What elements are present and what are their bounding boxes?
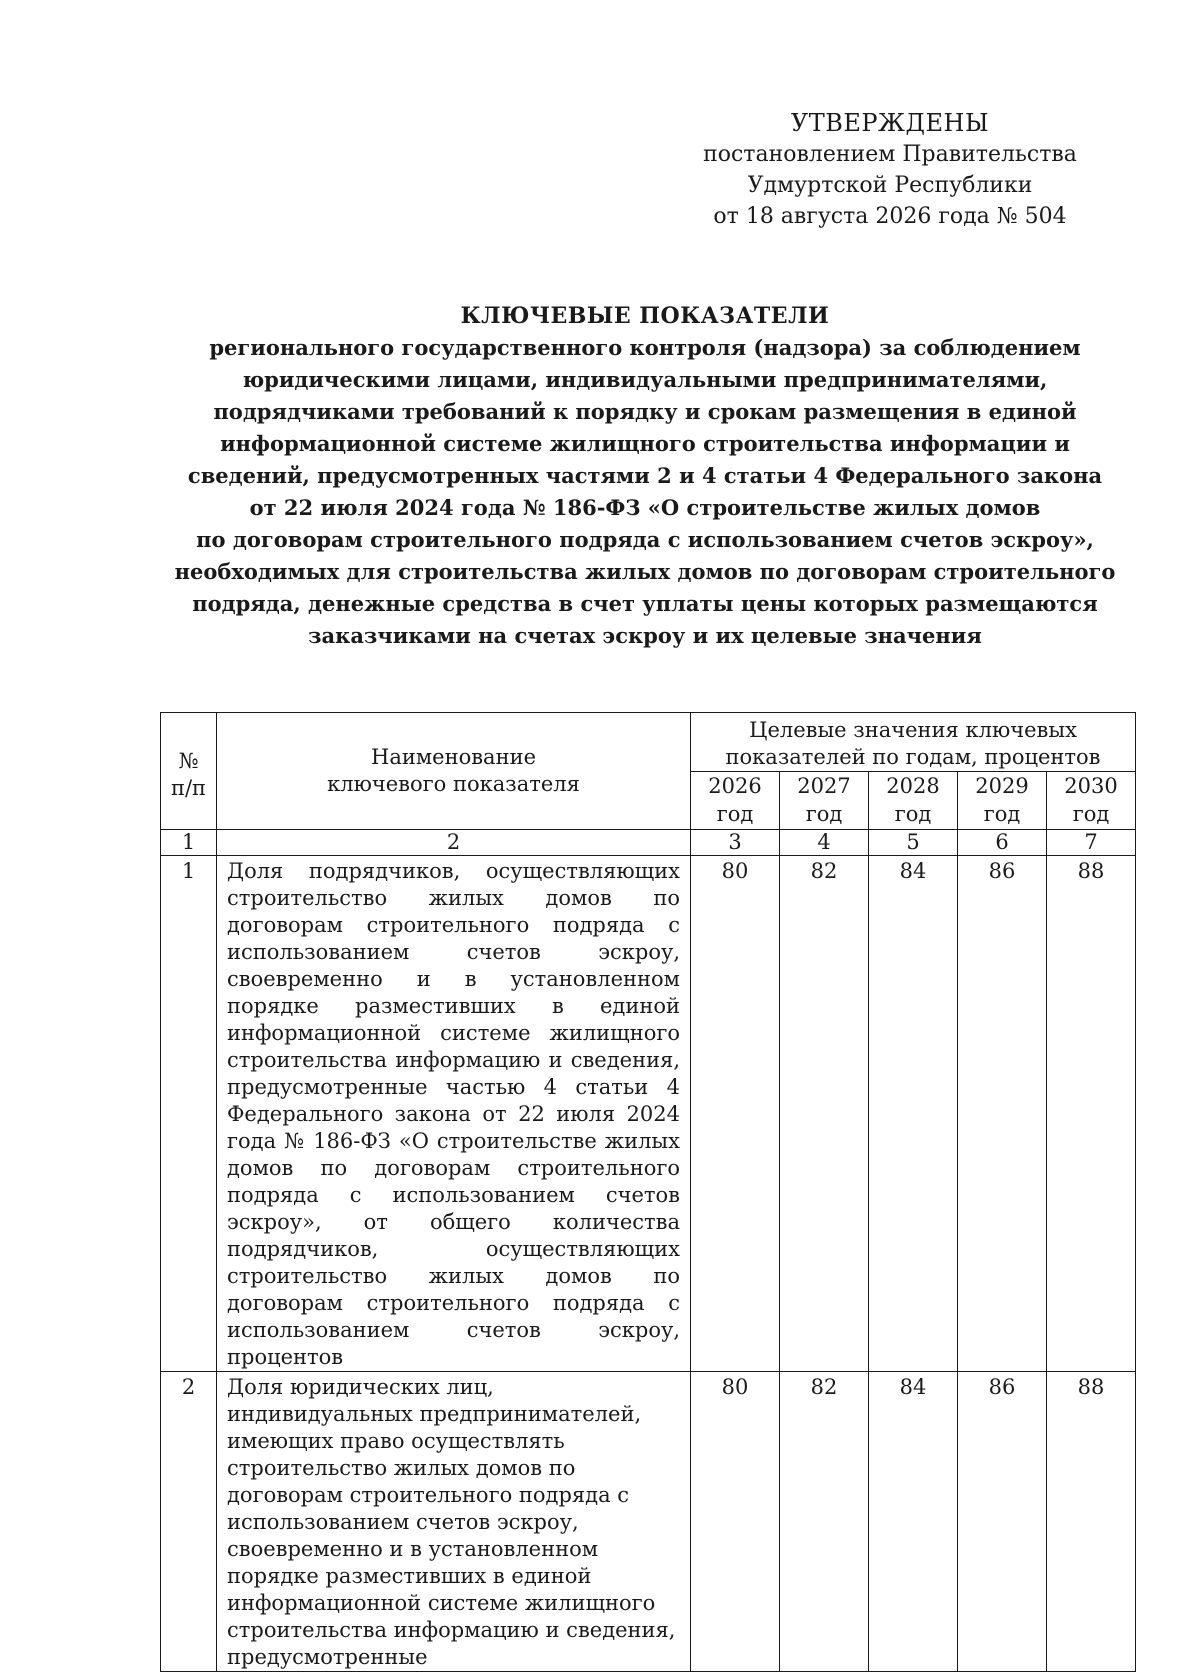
header-target-values (691, 713, 1136, 772)
header-year (780, 772, 869, 830)
subtitle-line: информационной системе жилищного строительства информации и (220, 431, 1070, 456)
year-label: 2029 (975, 774, 1029, 798)
header-number-line-2: п/п (170, 776, 207, 800)
target-value: 80 (691, 856, 780, 1372)
table-header-row (161, 713, 1136, 772)
target-value: 86 (958, 1372, 1047, 1672)
subtitle-line: юридическими лицами, индивидуальными предпринимателями, (242, 367, 1048, 392)
column-index: 6 (958, 830, 1047, 856)
approval-line-4: от 18 августа 2026 года № 504 (713, 204, 1067, 229)
column-index: 7 (1047, 830, 1136, 856)
header-name-line-1: Наименование (371, 745, 536, 769)
indicator-name: Доля подрядчиков, осуществляющих строительство жилых домов по договорам строительного подряда с использованием счетов эскроу, своевременно и в установленном порядке разместивших в единой информационной системе жилищного строительства информацию и сведения, предусмотренные частью 4 статьи 4 Федерального закона от 22 июля 2024 года № 186-ФЗ «О строительстве жилых домов по договорам строительного подряда с использованием счетов эскроу», от общего количества подрядчиков, осуществляющих строительство жилых домов по договорам строительного подряда с использованием счетов эскроу, процентов (217, 856, 691, 1372)
row-number: 2 (161, 1372, 217, 1672)
subtitle-line: заказчиками на счетах эскроу и их целевые значения (308, 623, 982, 648)
header-name (217, 713, 691, 830)
approval-line-2: постановлением Правительства (703, 142, 1077, 167)
target-value: 86 (958, 856, 1047, 1372)
target-value: 84 (869, 856, 958, 1372)
header-name-line-2: ключевого показателя (327, 772, 580, 796)
document-title (150, 300, 1140, 652)
subtitle-line: сведений, предусмотренных частями 2 и 4 статьи 4 Федерального закона (187, 463, 1103, 488)
header-year (958, 772, 1047, 830)
subtitle-line: регионального государственного контроля (надзора) за соблюдением (209, 335, 1081, 360)
year-label: 2026 (708, 774, 762, 798)
header-target-line-2: показателей по годам, процентов (725, 745, 1101, 769)
column-index: 4 (780, 830, 869, 856)
year-unit: год (894, 802, 932, 826)
column-index: 2 (217, 830, 691, 856)
table-row (161, 856, 1136, 1372)
approval-heading: УТВЕРЖДЕНЫ (790, 109, 990, 137)
header-year (869, 772, 958, 830)
subtitle-line: необходимых для строительства жилых домов по договорам строительного (174, 559, 1116, 584)
year-unit: год (1072, 802, 1110, 826)
table-row (161, 1372, 1136, 1672)
year-label: 2030 (1064, 774, 1118, 798)
column-index: 1 (161, 830, 217, 856)
indicator-name: Доля юридических лиц, индивидуальных предпринимателей, имеющих право осуществлять строительство жилых домов по договорам строительного подряда с использованием счетов эскроу, своевременно и в установленном порядке разместивших в единой информационной системе жилищного строительства информацию и сведения, предусмотренные (217, 1372, 691, 1672)
year-unit: год (983, 802, 1021, 826)
target-value: 84 (869, 1372, 958, 1672)
header-number-line-1: № (178, 749, 199, 773)
target-value: 82 (780, 856, 869, 1372)
subtitle-line: по договорам строительного подряда с использованием счетов эскроу», (196, 527, 1094, 552)
header-year (1047, 772, 1136, 830)
year-unit: год (716, 802, 754, 826)
subtitle-line: подрядчиками требований к порядку и срокам размещения в единой (213, 399, 1077, 424)
target-value: 80 (691, 1372, 780, 1672)
approval-line-3: Удмуртской Республики (747, 173, 1033, 198)
target-value: 88 (1047, 1372, 1136, 1672)
subtitle-line: от 22 июля 2024 года № 186-ФЗ «О строительстве жилых домов (249, 495, 1041, 520)
year-label: 2028 (886, 774, 940, 798)
year-label: 2027 (797, 774, 851, 798)
header-target-line-1: Целевые значения ключевых (749, 718, 1077, 742)
indicators-table (160, 712, 1136, 1672)
subtitle-line: подряда, денежные средства в счет уплаты цены которых размещаются (192, 591, 1098, 616)
target-value: 88 (1047, 856, 1136, 1372)
row-number: 1 (161, 856, 217, 1372)
column-index: 5 (869, 830, 958, 856)
column-index: 3 (691, 830, 780, 856)
header-year (691, 772, 780, 830)
approval-stamp (660, 108, 1120, 232)
main-title: КЛЮЧЕВЫЕ ПОКАЗАТЕЛИ (460, 303, 830, 329)
column-index-row (161, 830, 1136, 856)
target-value: 82 (780, 1372, 869, 1672)
header-number (161, 713, 217, 830)
year-unit: год (805, 802, 843, 826)
